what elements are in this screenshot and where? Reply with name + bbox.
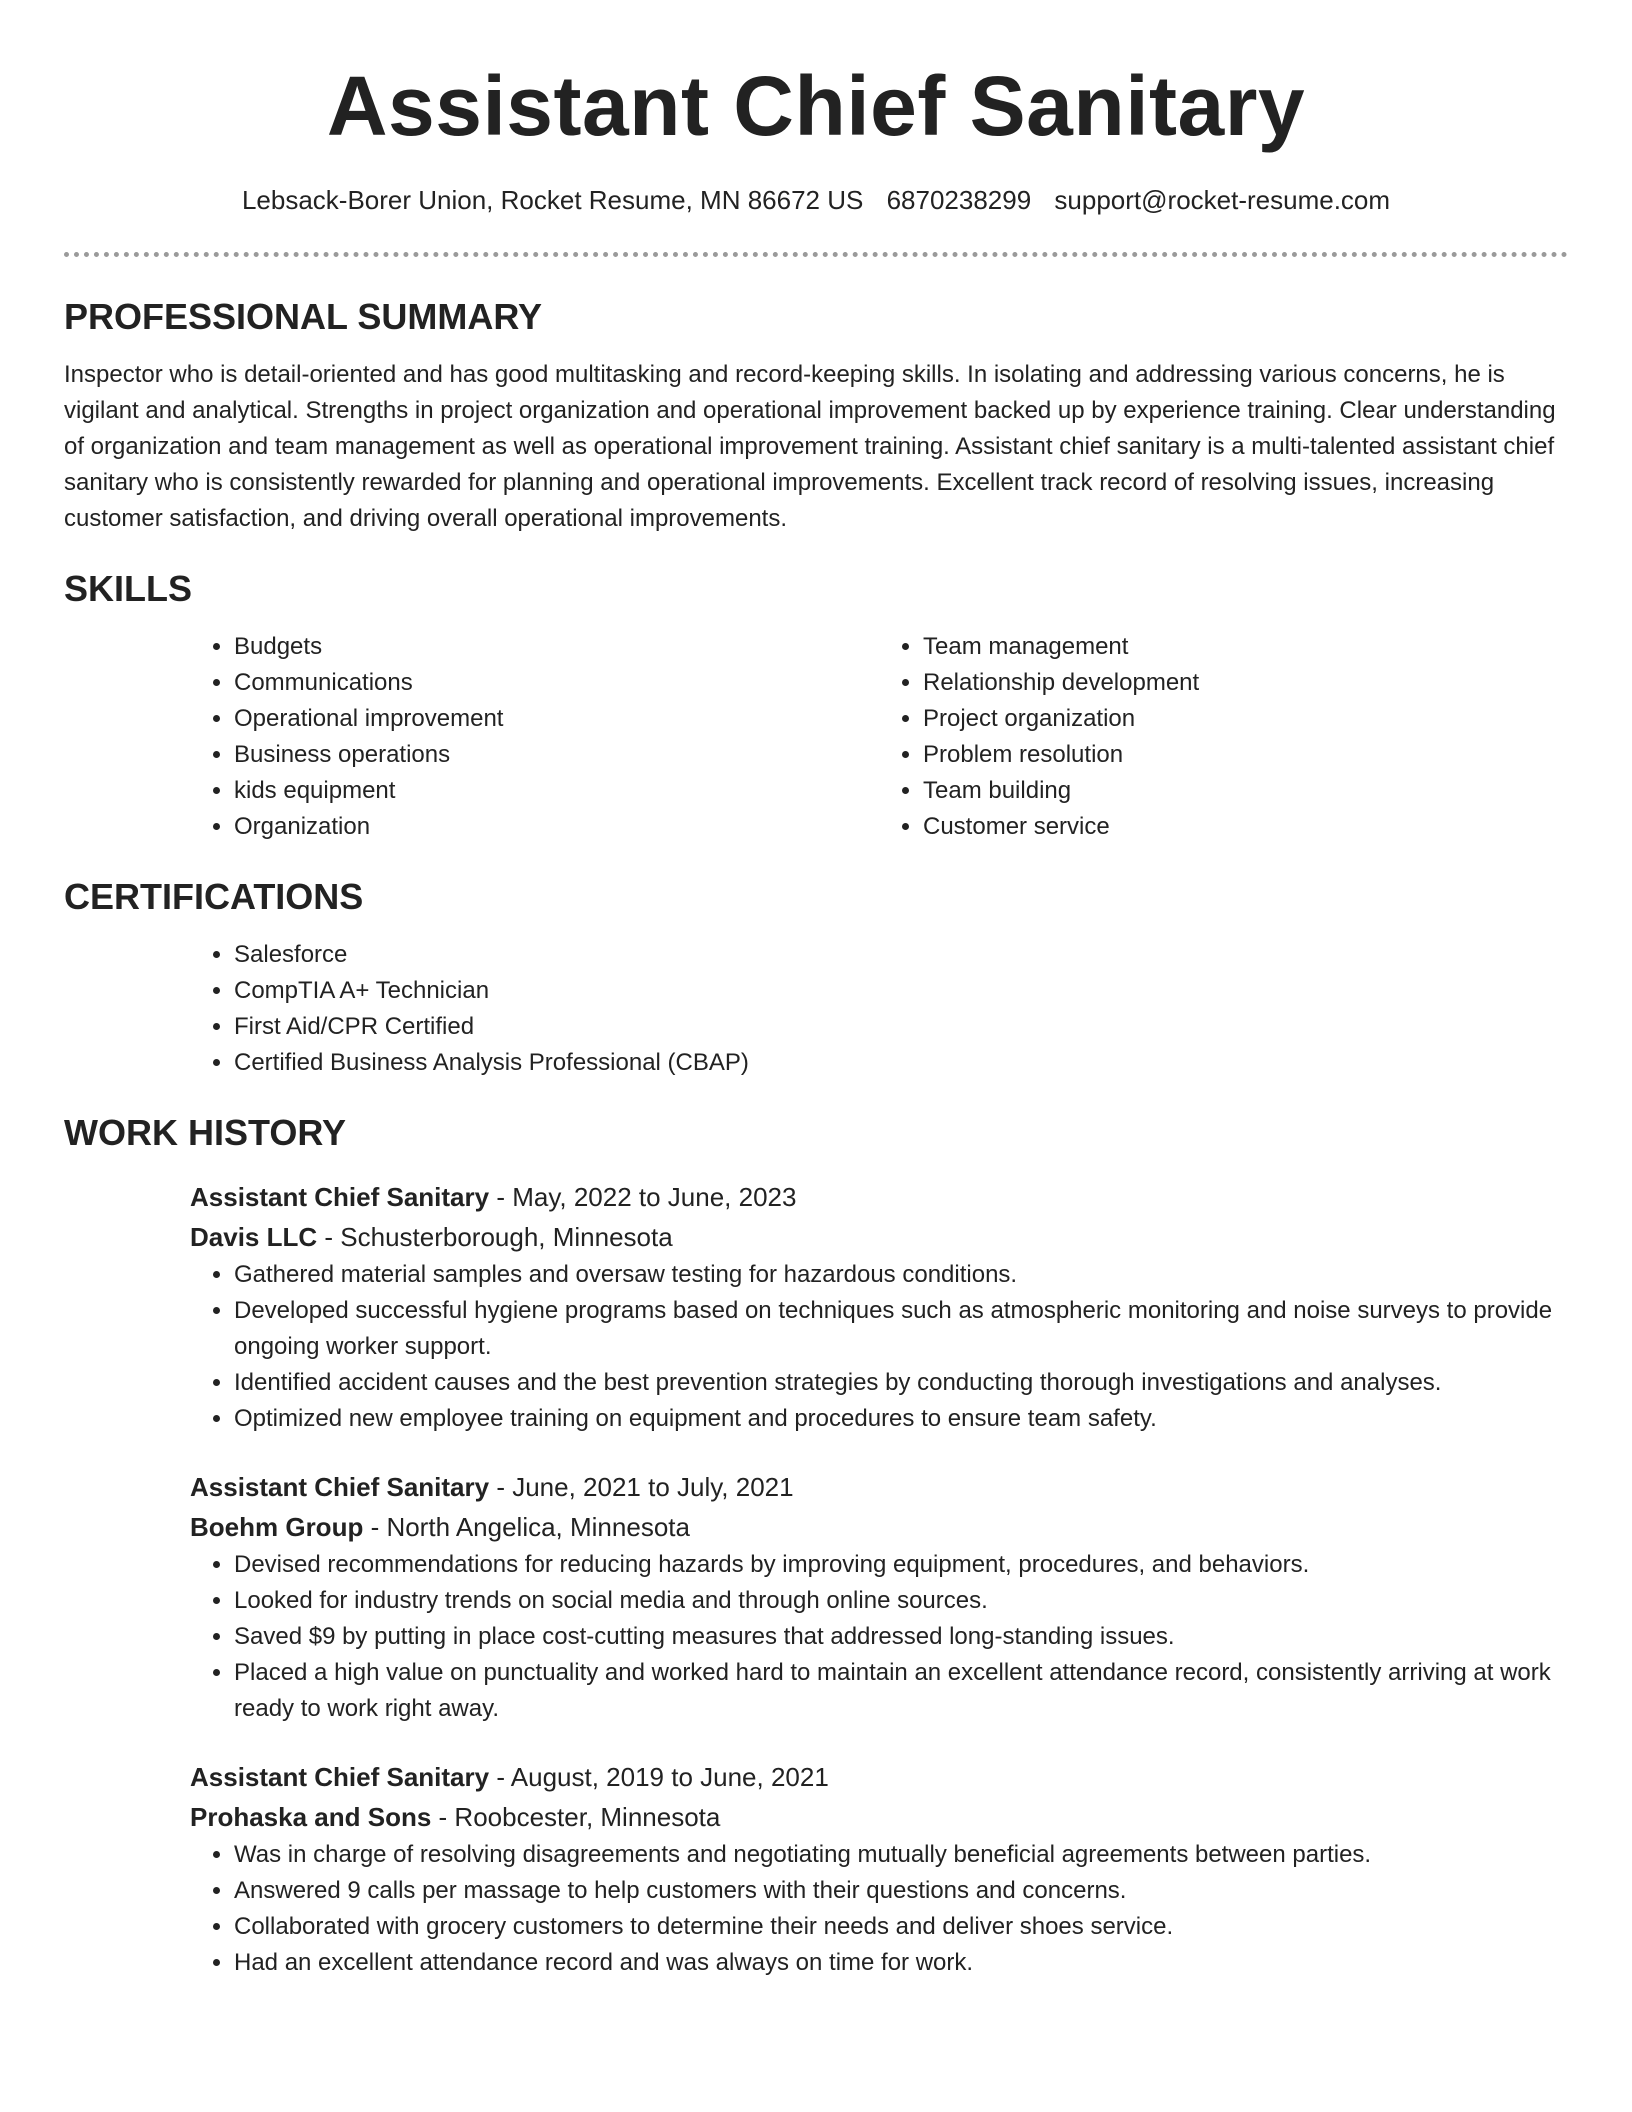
job-company-line: [190, 1507, 1568, 1547]
job-duties-list: [190, 1837, 1568, 1981]
skill-item: • Budgets: [234, 629, 879, 665]
resume-name: Assistant Chief Sanitary: [326, 59, 1306, 153]
certifications-title: CERTIFICATIONS: [64, 876, 364, 917]
job-duty: • Saved $9 by putting in place cost-cutting measures that addressed long-standing issues.: [234, 1619, 1568, 1655]
job-duties-list: [190, 1257, 1568, 1437]
certification-item: • CompTIA A+ Technician: [234, 973, 1568, 1009]
skills-title: SKILLS: [64, 568, 193, 609]
skill-item: • Customer service: [923, 809, 1568, 845]
job-duty: • Identified accident causes and the best prevention strategies by conducting thorough investigations and analyses.: [234, 1365, 1568, 1401]
job-company: Boehm Group: [190, 1512, 364, 1542]
work-history-title: WORK HISTORY: [64, 1112, 347, 1153]
job-duty: • Answered 9 calls per massage to help customers with their questions and concerns.: [234, 1873, 1568, 1909]
job-duty: • Looked for industry trends on social media and through online sources.: [234, 1583, 1568, 1619]
work-history-section: [64, 1111, 1568, 1981]
contact-address: Lebsack-Borer Union, Rocket Resume, MN 86672 US: [241, 185, 864, 215]
job-dates: - June, 2021 to July, 2021: [489, 1472, 794, 1502]
job-title-line: [190, 1757, 1568, 1797]
job-company: Davis LLC: [190, 1222, 318, 1252]
certification-item: • First Aid/CPR Certified: [234, 1009, 1568, 1045]
job-duty: • Devised recommendations for reducing hazards by improving equipment, procedures, and behaviors.: [234, 1547, 1568, 1583]
job-dates: - May, 2022 to June, 2023: [489, 1182, 797, 1212]
job-entry: [190, 1177, 1568, 1437]
skill-item: • Team building: [923, 773, 1568, 809]
skill-item: • Organization: [234, 809, 879, 845]
job-title-line: [190, 1177, 1568, 1217]
skill-item: • Team management: [923, 629, 1568, 665]
job-duties-list: [190, 1547, 1568, 1727]
contact-line: [64, 182, 1568, 218]
job-duty: • Collaborated with grocery customers to determine their needs and deliver shoes service.: [234, 1909, 1568, 1945]
certification-item: • Salesforce: [234, 937, 1568, 973]
skill-item: • Problem resolution: [923, 737, 1568, 773]
resume-page: [64, 0, 1568, 1981]
job-duty: • Optimized new employee training on equipment and procedures to ensure team safety.: [234, 1401, 1568, 1437]
job-company: Prohaska and Sons: [190, 1802, 432, 1832]
summary-section: [64, 295, 1568, 537]
header-divider: [64, 252, 1568, 257]
summary-text: Inspector who is detail-oriented and has good multitasking and record-keeping skills. In isolating and addressing various concerns, he is vigilant and analytical. Strengths in project organization and operational improvement backed up by experience training. Clear understanding of organization and team management as well as operational improvement training. Assistant chief sanitary is a multi-talented assistant chief sanitary who is consistently rewarded for planning and operational improvements. Excellent track record of resolving issues, increasing customer satisfaction, and driving overall operational improvements.: [64, 361, 1556, 532]
job-location: - Schusterborough, Minnesota: [317, 1222, 673, 1252]
job-dates: - August, 2019 to June, 2021: [489, 1762, 829, 1792]
job-duty: • Developed successful hygiene programs based on techniques such as atmospheric monitoring and noise surveys to provide ongoing worker support.: [234, 1293, 1568, 1365]
job-company-line: [190, 1217, 1568, 1257]
job-company-line: [190, 1797, 1568, 1837]
certification-item: • Certified Business Analysis Professional (CBAP): [234, 1045, 1568, 1081]
skill-item: • Relationship development: [923, 665, 1568, 701]
job-duty: • Placed a high value on punctuality and worked hard to maintain an excellent attendance record, consistently arriving at work ready to work right away.: [234, 1655, 1568, 1727]
skills-list-right: [879, 629, 1568, 845]
job-title: Assistant Chief Sanitary: [190, 1472, 490, 1502]
job-title-line: [190, 1467, 1568, 1507]
job-title: Assistant Chief Sanitary: [190, 1762, 490, 1792]
job-duty: • Had an excellent attendance record and was always on time for work.: [234, 1945, 1568, 1981]
skills-columns: [190, 629, 1568, 845]
job-entry: [190, 1757, 1568, 1981]
skill-item: • Operational improvement: [234, 701, 879, 737]
certifications-section: [64, 875, 1568, 1081]
summary-title: PROFESSIONAL SUMMARY: [64, 296, 543, 337]
job-location: - Roobcester, Minnesota: [431, 1802, 721, 1832]
job-title: Assistant Chief Sanitary: [190, 1182, 490, 1212]
contact-email: support@rocket-resume.com: [1054, 185, 1391, 215]
job-duty: • Was in charge of resolving disagreements and negotiating mutually beneficial agreements between parties.: [234, 1837, 1568, 1873]
certifications-list: [190, 937, 1568, 1081]
skill-item: • Communications: [234, 665, 879, 701]
job-location: - North Angelica, Minnesota: [363, 1512, 690, 1542]
skill-item: • kids equipment: [234, 773, 879, 809]
skill-item: • Project organization: [923, 701, 1568, 737]
skills-section: [64, 567, 1568, 845]
skill-item: • Business operations: [234, 737, 879, 773]
job-duty: • Gathered material samples and oversaw testing for hazardous conditions.: [234, 1257, 1568, 1293]
contact-phone: 6870238299: [886, 185, 1032, 215]
skills-list-left: [190, 629, 879, 845]
job-entry: [190, 1467, 1568, 1727]
